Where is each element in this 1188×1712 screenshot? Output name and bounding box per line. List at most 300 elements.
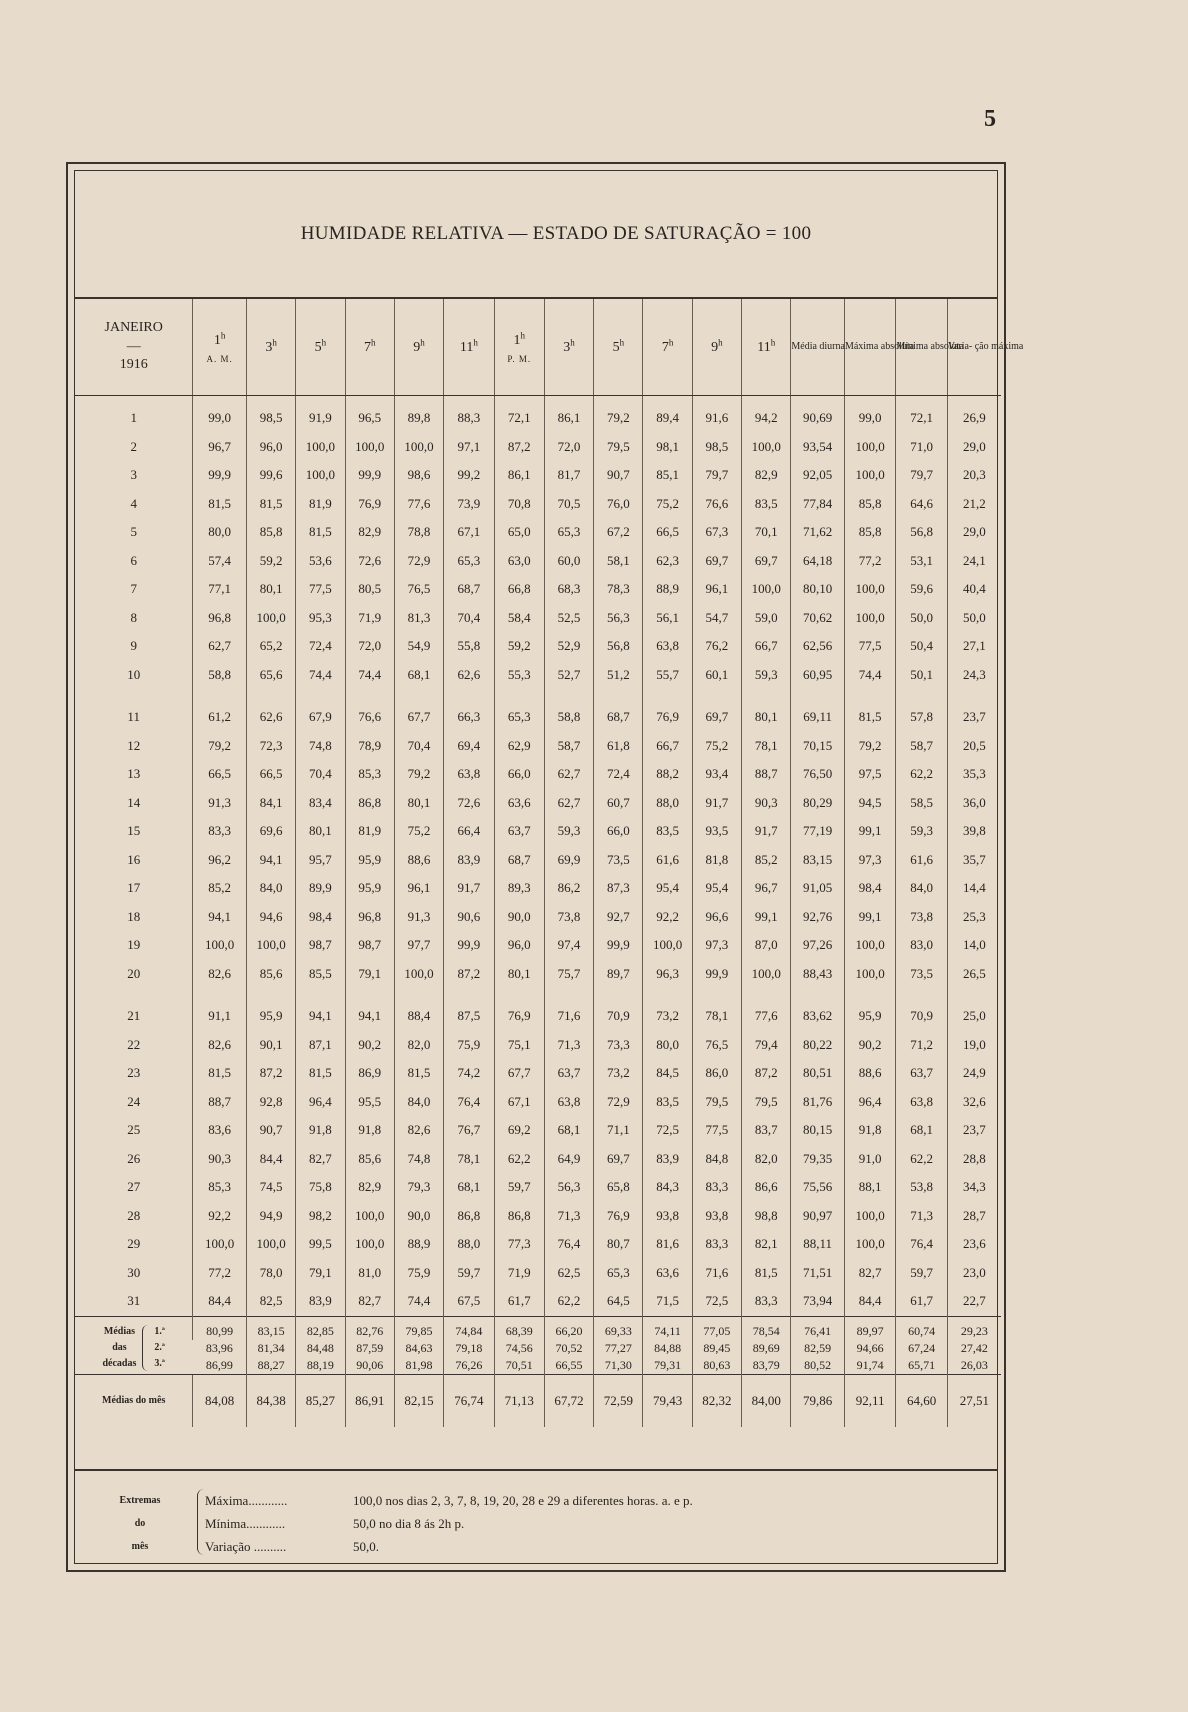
table-cell: 83,9 [643,1145,692,1174]
table-cell: 76,7 [444,1116,494,1145]
table-cell: 81,5 [296,1059,345,1088]
table-cell: 82,7 [844,1259,895,1288]
table-cell: 100,0 [742,960,791,989]
table-cell: 77,5 [844,632,895,661]
table-cell: 67,2 [594,518,643,547]
table-cell: 84,0 [896,874,947,903]
table-cell: 52,7 [544,661,593,690]
table-cell: 82,76 [345,1316,394,1340]
table-cell: 97,4 [544,931,593,960]
table-cell: 87,2 [444,960,494,989]
table-cell: 76,26 [444,1357,494,1375]
table-cell: 61,7 [896,1287,947,1316]
table-cell: 72,4 [296,632,345,661]
table-cell: 83,3 [193,817,247,846]
header-hour-9am: 9$^h$ [394,299,443,396]
table-cell: 83,9 [444,846,494,875]
day-number: 29 [127,1236,141,1252]
table-cell: 73,9 [444,490,494,519]
table-cell: 99,5 [296,1230,345,1259]
table-cell: 72,6 [444,789,494,818]
table-cell: 84,8 [692,1145,741,1174]
table-cell: 19,0 [947,1031,1001,1060]
day-number: 24 [127,1093,141,1109]
table-cell: 26,9 [947,396,1001,433]
table-cell: 93,4 [692,760,741,789]
table-cell: 87,59 [345,1340,394,1357]
extremas-variacao: Variação .......... 50,0. [205,1539,379,1554]
table-cell: 69,7 [692,703,741,732]
table-row [75,931,1001,960]
table-cell: 71,0 [896,433,947,462]
decadas-label: Médias das décadas 1.ª 2.ª 3.ª [75,1316,193,1374]
day-number: 20 [127,965,141,981]
table-row [75,960,1001,989]
table-row [75,1116,1001,1145]
table-cell: 100,0 [844,931,895,960]
table-cell: 84,63 [394,1340,443,1357]
table-cell: 62,2 [494,1145,544,1174]
table-row [75,433,1001,462]
table-cell: 89,9 [296,874,345,903]
table-cell: 78,3 [594,575,643,604]
table-cell: 72,5 [643,1116,692,1145]
table-cell: 40,4 [947,575,1001,604]
table-title: HUMIDADE RELATIVA — ESTADO DE SATURAÇÃO = 100 [75,171,997,299]
table-cell: 100,0 [193,931,247,960]
table-cell: 23,0 [947,1259,1001,1288]
table-cell: 80,7 [594,1230,643,1259]
table-cell: 85,27 [296,1374,345,1427]
table-cell: 97,3 [692,931,741,960]
table-cell: 76,9 [643,703,692,732]
table-cell: 86,8 [494,1202,544,1231]
table-cell: 60,7 [594,789,643,818]
table-cell: 67,1 [444,518,494,547]
table-cell: 81,5 [394,1059,443,1088]
table-cell: 83,3 [742,1287,791,1316]
table-cell: 95,5 [345,1088,394,1117]
table-cell: 65,8 [594,1173,643,1202]
table-cell: 97,5 [844,760,895,789]
table-cell: 81,9 [296,490,345,519]
table-cell: 68,1 [896,1116,947,1145]
extremas-lines [205,1489,693,1558]
header-row [75,299,1001,396]
table-cell: 77,2 [193,1259,247,1288]
table-cell: 94,6 [246,903,295,932]
table-cell: 59,3 [742,661,791,690]
table-cell: 94,1 [296,1002,345,1031]
table-cell: 95,4 [692,874,741,903]
table-cell: 71,6 [544,1002,593,1031]
table-cell: 70,4 [394,732,443,761]
table-cell: 99,9 [193,461,247,490]
table-cell: 70,5 [544,490,593,519]
table-cell: 77,6 [394,490,443,519]
day-number: 1 [130,410,137,426]
table-cell: 80,1 [246,575,295,604]
table-cell: 94,9 [246,1202,295,1231]
header-maxima-absoluta: Máxima absoluta [844,299,895,396]
table-cell: 84,0 [246,874,295,903]
table-cell: 99,1 [844,817,895,846]
table-cell: 71,51 [791,1259,845,1288]
table-row [75,575,1001,604]
table-cell: 82,0 [742,1145,791,1174]
table-cell: 76,4 [896,1230,947,1259]
table-cell: 93,8 [643,1202,692,1231]
table-cell: 95,9 [345,874,394,903]
table-cell: 54,7 [692,604,741,633]
table-cell: 69,2 [494,1116,544,1145]
table-cell: 94,1 [345,1002,394,1031]
table-cell: 63,7 [494,817,544,846]
table-cell: 95,3 [296,604,345,633]
day-number: 2 [130,438,137,454]
table-cell: 26,5 [947,960,1001,989]
table-row [75,1031,1001,1060]
table-cell: 20,3 [947,461,1001,490]
table-cell: 66,4 [444,817,494,846]
table-cell: 24,9 [947,1059,1001,1088]
table-cell: 51,2 [594,661,643,690]
table-cell: 14,4 [947,874,1001,903]
table-cell: 79,43 [643,1374,692,1427]
table-cell: 97,3 [844,846,895,875]
table-cell: 79,5 [594,433,643,462]
table-cell: 99,9 [444,931,494,960]
table-cell: 82,6 [193,1031,247,1060]
table-cell: 59,2 [494,632,544,661]
table-row [75,518,1001,547]
table-cell: 99,0 [844,396,895,433]
header-hour-11am: 11$^h$ [444,299,494,396]
header-month: JANEIRO [104,319,163,335]
table-cell: 24,1 [947,547,1001,576]
decade-spacer [75,988,1001,1002]
table-cell: 59,2 [246,547,295,576]
table-cell: 100,0 [844,575,895,604]
table-cell: 35,7 [947,846,1001,875]
table-cell: 82,7 [296,1145,345,1174]
table-cell: 87,0 [742,931,791,960]
table-cell: 62,6 [246,703,295,732]
table-cell: 93,5 [692,817,741,846]
table-cell: 88,7 [193,1088,247,1117]
table-cell: 74,4 [345,661,394,690]
table-cell: 83,79 [742,1357,791,1375]
table-cell: 100,0 [742,575,791,604]
table-cell: 66,5 [246,760,295,789]
table-cell: 81,34 [246,1340,295,1357]
table-cell: 70,52 [544,1340,593,1357]
table-cell: 62,2 [544,1287,593,1316]
table-cell: 88,43 [791,960,845,989]
table-cell: 98,5 [246,396,295,433]
table-cell: 59,6 [896,575,947,604]
table-cell: 81,5 [193,490,247,519]
table-cell: 77,84 [791,490,845,519]
day-number: 14 [127,794,141,810]
table-cell: 89,4 [643,396,692,433]
table-cell: 90,0 [494,903,544,932]
header-variacao-maxima: Varia- ção máxima [947,299,1001,396]
table-cell: 62,9 [494,732,544,761]
table-cell: 88,4 [394,1002,443,1031]
table-cell: 56,3 [544,1173,593,1202]
table-cell: 80,1 [494,960,544,989]
table-cell: 88,0 [643,789,692,818]
table-cell: 85,8 [844,490,895,519]
table-cell: 67,1 [494,1088,544,1117]
table-cell: 77,5 [692,1116,741,1145]
table-cell: 100,0 [742,433,791,462]
table-cell: 58,8 [193,661,247,690]
table-cell: 80,22 [791,1031,845,1060]
table-cell: 79,85 [394,1316,443,1340]
table-cell: 96,1 [394,874,443,903]
table-cell: 91,9 [296,396,345,433]
header-dash: — [126,338,141,354]
table-cell: 78,1 [692,1002,741,1031]
day-number: 5 [130,524,137,540]
table-cell: 56,1 [643,604,692,633]
day-number: 11 [127,709,140,725]
table-cell: 99,9 [345,461,394,490]
table-cell: 94,5 [844,789,895,818]
table-cell: 72,1 [494,396,544,433]
table-cell: 62,6 [444,661,494,690]
table-cell: 94,1 [246,846,295,875]
table-cell: 96,0 [494,931,544,960]
table-cell: 81,98 [394,1357,443,1375]
decadas-body [75,1316,1001,1374]
day-number: 26 [127,1150,141,1166]
decade-spacer [75,689,1001,703]
table-cell: 79,5 [692,1088,741,1117]
table-cell: 88,6 [394,846,443,875]
table-cell: 91,0 [844,1145,895,1174]
table-cell: 100,0 [394,433,443,462]
table-cell: 67,7 [494,1059,544,1088]
table-cell: 84,4 [844,1287,895,1316]
table-cell: 23,7 [947,1116,1001,1145]
table-cell: 62,7 [193,632,247,661]
table-cell: 69,4 [444,732,494,761]
table-row [75,1202,1001,1231]
decada-row [75,1316,1001,1340]
extremas-section [75,1469,997,1575]
header-hour-11pm: 11$^h$ [742,299,791,396]
table-cell: 96,6 [692,903,741,932]
table-cell: 84,3 [643,1173,692,1202]
table-cell: 21,2 [947,490,1001,519]
decada-row [75,1357,1001,1375]
table-cell: 89,3 [494,874,544,903]
table-cell: 74,11 [643,1316,692,1340]
day-number: 15 [127,823,141,839]
table-cell: 77,27 [594,1340,643,1357]
table-cell: 81,3 [394,604,443,633]
table-cell: 69,7 [692,547,741,576]
table-cell: 100,0 [844,461,895,490]
table-cell: 88,9 [394,1230,443,1259]
table-cell: 95,9 [345,846,394,875]
table-cell: 64,5 [594,1287,643,1316]
table-cell: 63,8 [544,1088,593,1117]
table-cell: 85,2 [193,874,247,903]
table-cell: 94,2 [742,396,791,433]
table-cell: 73,94 [791,1287,845,1316]
table-cell: 80,15 [791,1116,845,1145]
table-cell: 70,62 [791,604,845,633]
table-row [75,661,1001,690]
table-cell: 70,51 [494,1357,544,1375]
table-cell: 79,1 [296,1259,345,1288]
table-cell: 76,4 [444,1088,494,1117]
table-cell: 53,8 [896,1173,947,1202]
table-cell: 90,3 [193,1145,247,1174]
table-cell: 67,7 [394,703,443,732]
header-minima-absoluta: Mínima absoluta [896,299,947,396]
table-cell: 70,1 [742,518,791,547]
table-cell: 100,0 [345,433,394,462]
table-cell: 86,1 [544,396,593,433]
table-cell: 82,5 [246,1287,295,1316]
table-cell: 67,3 [692,518,741,547]
table-cell: 79,35 [791,1145,845,1174]
header-hour-1am: 1$^h$ A. M. [193,299,247,396]
table-cell: 84,1 [246,789,295,818]
table-cell: 91,7 [742,817,791,846]
decada-row [75,1340,1001,1357]
table-cell: 63,8 [896,1088,947,1117]
table-row [75,632,1001,661]
table-cell: 35,3 [947,760,1001,789]
table-row [75,490,1001,519]
table-cell: 58,1 [594,547,643,576]
table-cell: 58,7 [896,732,947,761]
table-cell: 85,8 [844,518,895,547]
table-cell: 66,55 [544,1357,593,1375]
medias-body [75,1374,1001,1427]
table-cell: 80,0 [193,518,247,547]
table-cell: 56,8 [594,632,643,661]
table-cell: 29,0 [947,433,1001,462]
table-cell: 99,9 [594,931,643,960]
table-cell: 59,7 [494,1173,544,1202]
table-cell: 84,48 [296,1340,345,1357]
brace-icon [197,1489,204,1555]
table-cell: 88,27 [246,1357,295,1375]
table-cell: 100,0 [844,433,895,462]
table-cell: 55,7 [643,661,692,690]
table-cell: 87,3 [594,874,643,903]
table-cell: 66,5 [643,518,692,547]
table-cell: 100,0 [345,1202,394,1231]
table-cell: 88,11 [791,1230,845,1259]
table-cell: 79,2 [594,396,643,433]
table-cell: 83,7 [742,1116,791,1145]
table-cell: 96,0 [246,433,295,462]
table-cell: 86,2 [544,874,593,903]
table-cell: 97,1 [444,433,494,462]
table-row [75,604,1001,633]
table-cell: 55,3 [494,661,544,690]
brace-icon [142,1325,148,1371]
table-cell: 52,5 [544,604,593,633]
table-cell: 32,6 [947,1088,1001,1117]
table-cell: 88,1 [844,1173,895,1202]
table-cell: 92,76 [791,903,845,932]
table-cell: 98,5 [692,433,741,462]
table-cell: 58,5 [896,789,947,818]
table-row [75,396,1001,433]
table-cell: 82,9 [742,461,791,490]
table-cell: 88,19 [296,1357,345,1375]
table-cell: 91,3 [394,903,443,932]
table-cell: 60,1 [692,661,741,690]
humidity-table [75,299,1024,1427]
day-number: 8 [130,609,137,625]
table-cell: 100,0 [296,433,345,462]
table-cell: 72,3 [246,732,295,761]
table-cell: 100,0 [345,1230,394,1259]
day-number: 12 [127,737,141,753]
table-cell: 76,9 [594,1202,643,1231]
table-cell: 86,91 [345,1374,394,1427]
header-year: 1916 [119,357,148,373]
medias-mes-row [75,1374,1001,1427]
table-cell: 99,6 [246,461,295,490]
table-cell: 99,2 [444,461,494,490]
table-cell: 66,0 [494,760,544,789]
table-cell: 63,6 [494,789,544,818]
table-cell: 98,4 [844,874,895,903]
table-cell: 29,0 [947,518,1001,547]
table-cell: 71,5 [643,1287,692,1316]
table-row [75,903,1001,932]
table-cell: 71,30 [594,1357,643,1375]
table-cell: 78,54 [742,1316,791,1340]
table-cell: 85,6 [246,960,295,989]
table-cell: 96,8 [193,604,247,633]
table-cell: 87,2 [494,433,544,462]
table-cell: 85,1 [643,461,692,490]
table-cell: 85,2 [742,846,791,875]
table-cell: 88,7 [742,760,791,789]
table-cell: 66,8 [494,575,544,604]
header-hour-5pm: 5$^h$ [594,299,643,396]
table-cell: 83,3 [692,1173,741,1202]
table-cell: 89,69 [742,1340,791,1357]
table-cell: 94,66 [844,1340,895,1357]
table-cell: 76,41 [791,1316,845,1340]
day-number: 16 [127,851,141,867]
table-cell: 65,71 [896,1357,947,1375]
table-cell: 65,3 [444,547,494,576]
day-number: 23 [127,1065,141,1081]
table-cell: 74,8 [296,732,345,761]
table-cell: 88,2 [643,760,692,789]
table-cell: 92,2 [643,903,692,932]
table-cell: 87,5 [444,1002,494,1031]
table-row [75,789,1001,818]
table-cell: 67,9 [296,703,345,732]
medias-mes-label: Médias do mês [75,1374,193,1427]
table-cell: 91,7 [444,874,494,903]
